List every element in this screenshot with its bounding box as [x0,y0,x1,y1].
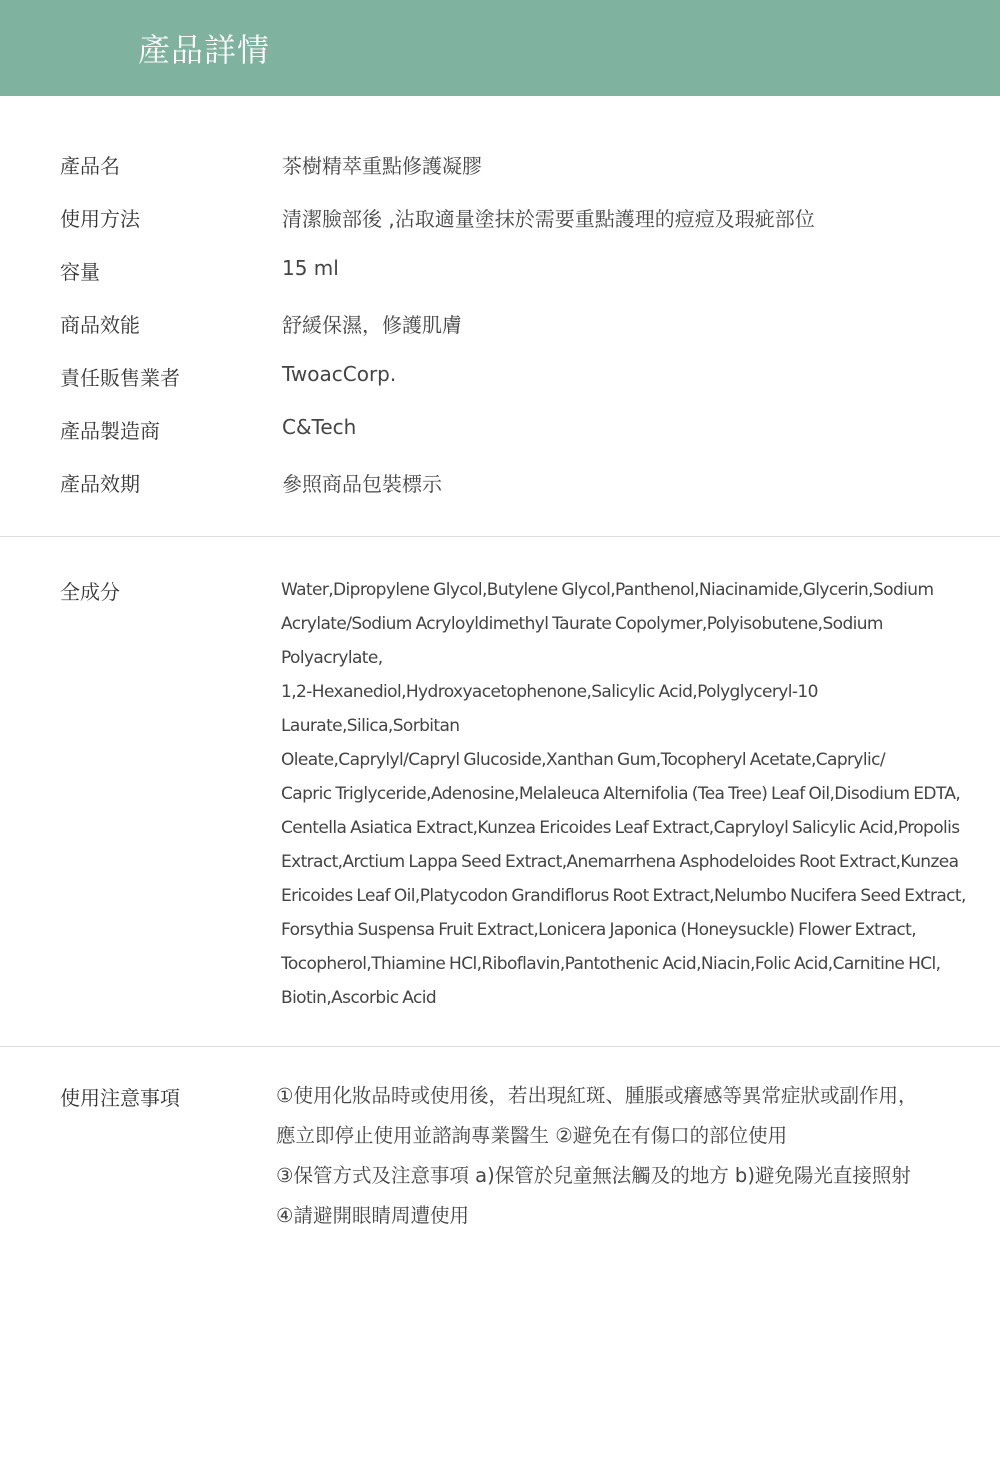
spec-row-volume [0,244,1000,297]
ingredients-line: Tocopherol,Thiamine HCl,Riboflavin,Pantothenic Acid,Niacin,Folic Acid,Carnitine HCl, [281,954,941,974]
caution-line: ④請避開眼睛周遭使用 [276,1204,469,1227]
section-divider [0,1046,1000,1047]
spec-row-manufacturer [0,403,1000,456]
ingredients-line: Ericoides Leaf Oil,Platycodon Grandiflorus Root Extract,Nelumbo Nucifera Seed Extract, [281,886,966,906]
ingredients-line: Acrylate/Sodium Acryloyldimethyl Taurate Copolymer,Polyisobutene,Sodium Polyacrylate, [281,614,883,668]
spec-label: 產品製造商 [60,419,160,443]
spec-value: C&Tech [282,415,357,439]
caution-line: ①使用化妝品時或使用後，若出現紅斑、腫脹或癢感等異常症狀或副作用， [276,1084,918,1107]
spec-value: 參照商品包裝標示 [282,472,442,496]
page-header [0,0,1000,96]
ingredients-list [281,573,971,1015]
spec-label: 使用方法 [60,207,140,231]
ingredients-line: 1,2-Hexanediol,Hydroxyacetophenone,Salicylic Acid,Polyglyceryl-10 Laurate,Silica,Sorbitan [281,682,818,736]
spec-row-usage [0,191,1000,244]
spec-value: 茶樹精萃重點修護凝膠 [282,154,482,178]
ingredients-line: Biotin,Ascorbic Acid [281,988,437,1008]
spec-row-seller [0,350,1000,403]
spec-table [0,138,1000,509]
spec-value: 15 ml [282,256,339,280]
caution-line: ③保管方式及注意事項 a)保管於兒童無法觸及的地方 b)避免陽光直接照射 [276,1164,911,1187]
ingredients-line: Centella Asiatica Extract,Kunzea Ericoides Leaf Extract,Capryloyl Salicylic Acid,Propolis [281,818,960,838]
ingredients-line: Water,Dipropylene Glycol,Butylene Glycol,Panthenol,Niacinamide,Glycerin,Sodium [281,580,934,600]
ingredients-line: Extract,Arctium Lappa Seed Extract,Anemarrhena Asphodeloides Root Extract,Kunzea [281,852,959,872]
page-title: 產品詳情 [138,31,271,69]
spec-value: TwoacCorp. [282,362,397,386]
caution-label: 使用注意事項 [60,1086,180,1110]
spec-label: 產品效期 [60,472,140,496]
caution-notes [276,1076,976,1236]
caution-line: 應立即停止使用並諮詢專業醫生 ②避免在有傷口的部位使用 [276,1124,788,1147]
spec-value: 清潔臉部後 ,沾取適量塗抹於需要重點護理的痘痘及瑕疵部位 [282,207,815,231]
spec-row-product-name [0,138,1000,191]
ingredients-line: Capric Triglyceride,Adenosine,Melaleuca Alternifolia (Tea Tree) Leaf Oil,Disodium EDTA, [281,784,961,804]
spec-label: 責任販售業者 [60,366,180,390]
spec-label: 商品效能 [60,313,140,337]
spec-label: 容量 [60,260,100,284]
ingredients-label: 全成分 [60,580,120,604]
ingredients-line: Oleate,Caprylyl/Capryl Glucoside,Xanthan Gum,Tocopheryl Acetate,Caprylic/ [281,750,886,770]
spec-label: 產品名 [60,154,120,178]
spec-value: 舒緩保濕，修護肌膚 [282,313,462,337]
ingredients-line: Forsythia Suspensa Fruit Extract,Lonicera Japonica (Honeysuckle) Flower Extract, [281,920,917,940]
spec-row-expiry [0,456,1000,509]
spec-row-efficacy [0,297,1000,350]
section-divider [0,536,1000,537]
